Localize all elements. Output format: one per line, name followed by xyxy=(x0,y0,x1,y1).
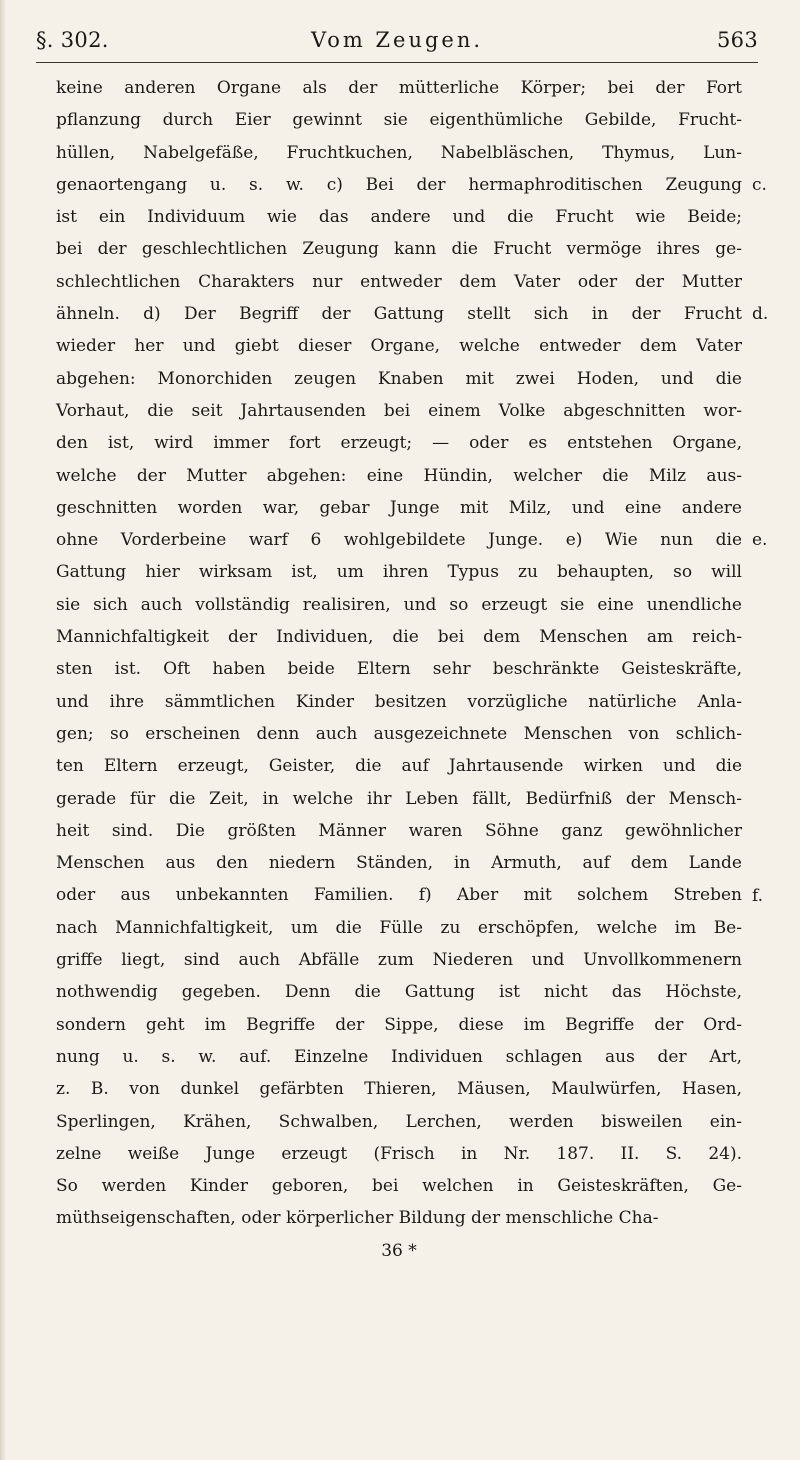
text-line: sie sich auch vollständig realisiren, und so erzeugt sie eine unendliche xyxy=(56,594,742,615)
margin-letter: f. xyxy=(752,885,764,906)
margin-letter: e. xyxy=(752,530,768,551)
text-line: zelne weiße Junge erzeugt (Frisch in Nr. 187. II. S. 24). xyxy=(56,1143,742,1164)
text-line: pflanzung durch Eier gewinnt sie eigenthümliche Gebilde, Frucht- xyxy=(56,110,742,131)
signature-mark: 36 * xyxy=(381,1240,417,1261)
text-line: heit sind. Die größten Männer waren Söhne ganz gewöhnlicher xyxy=(56,820,742,841)
text-line: Sperlingen, Krähen, Schwalben, Lerchen, werden bisweilen ein- xyxy=(56,1111,742,1132)
text-line: bei der geschlechtlichen Zeugung kann die Frucht vermöge ihres ge- xyxy=(56,239,742,260)
text-line: oder aus unbekannten Familien. f) Aber mit solchem Streben xyxy=(56,885,742,906)
text-line: den ist, wird immer fort erzeugt; — oder es entstehen Organe, xyxy=(56,433,742,454)
text-line: nothwendig gegeben. Denn die Gattung ist nicht das Höchste, xyxy=(56,982,742,1003)
running-head xyxy=(36,22,758,58)
text-line: Mannichfaltigkeit der Individuen, die bei dem Menschen am reich- xyxy=(56,627,742,648)
text-line: schlechtlichen Charakters nur entweder dem Vater oder der Mutter xyxy=(56,271,742,292)
text-line: ohne Vorderbeine warf 6 wohlgebildete Junge. e) Wie nun die xyxy=(56,530,742,551)
text-line: und ihre sämmtlichen Kinder besitzen vorzügliche natürliche Anla- xyxy=(56,691,742,712)
text-line: Menschen aus den niedern Ständen, in Armuth, auf dem Lande xyxy=(56,853,742,874)
body-text xyxy=(56,72,742,1267)
page-number: 563 xyxy=(717,28,758,52)
text-line: nach Mannichfaltigkeit, um die Fülle zu erschöpfen, welche im Be- xyxy=(56,917,742,938)
text-line: genaortengang u. s. w. c) Bei der hermaphroditischen Zeugung xyxy=(56,174,742,195)
text-line: So werden Kinder geboren, bei welchen in Geisteskräften, Ge- xyxy=(56,1176,742,1197)
text-line: griffe liegt, sind auch Abfälle zum Niederen und Unvollkommenern xyxy=(56,950,742,971)
text-line: ten Eltern erzeugt, Geister, die auf Jahrtausende wirken und die xyxy=(56,756,742,777)
text-line: welche der Mutter abgehen: eine Hündin, welcher die Milz aus- xyxy=(56,465,742,486)
section-number: §. 302. xyxy=(36,28,109,52)
text-line: keine anderen Organe als der mütterliche Körper; bei der Fort xyxy=(56,78,742,98)
text-line: Gattung hier wirksam ist, um ihren Typus zu behaupten, so will xyxy=(56,562,742,583)
page-edge-shadow xyxy=(0,0,6,1460)
running-title: Vom Zeugen. xyxy=(310,28,484,52)
margin-letter: c. xyxy=(752,174,767,195)
text-line: wieder her und giebt dieser Organe, welche entweder dem Vater xyxy=(56,336,742,357)
text-line: abgehen: Monorchiden zeugen Knaben mit zwei Hoden, und die xyxy=(56,368,742,389)
text-line: gerade für die Zeit, in welche ihr Leben fällt, Bedürfniß der Mensch- xyxy=(56,788,742,809)
text-line: ist ein Individuum wie das andere und die Frucht wie Beide; xyxy=(56,207,742,228)
text-line: geschnitten worden war, gebar Junge mit Milz, und eine andere xyxy=(56,497,742,518)
header-rule xyxy=(36,62,758,63)
text-line: sondern geht im Begriffe der Sippe, diese im Begriffe der Ord- xyxy=(56,1014,742,1035)
text-line: sten ist. Oft haben beide Eltern sehr beschränkte Geisteskräfte, xyxy=(56,659,742,680)
text-line: müthseigenschaften, oder körperlicher Bildung der menschliche Cha- xyxy=(56,1208,659,1229)
text-line: hüllen, Nabelgefäße, Fruchtkuchen, Nabelbläschen, Thymus, Lun- xyxy=(56,142,742,163)
margin-letter: d. xyxy=(752,304,769,325)
text-line: nung u. s. w. auf. Einzelne Individuen schlagen aus der Art, xyxy=(56,1046,742,1067)
text-line: gen; so erscheinen denn auch ausgezeichnete Menschen von schlich- xyxy=(56,723,742,744)
text-line: ähneln. d) Der Begriff der Gattung stellt sich in der Frucht xyxy=(56,304,742,325)
text-line: z. B. von dunkel gefärbten Thieren, Mäusen, Maulwürfen, Hasen, xyxy=(56,1079,742,1100)
text-line: Vorhaut, die seit Jahrtausenden bei einem Volke abgeschnitten wor- xyxy=(56,400,742,421)
